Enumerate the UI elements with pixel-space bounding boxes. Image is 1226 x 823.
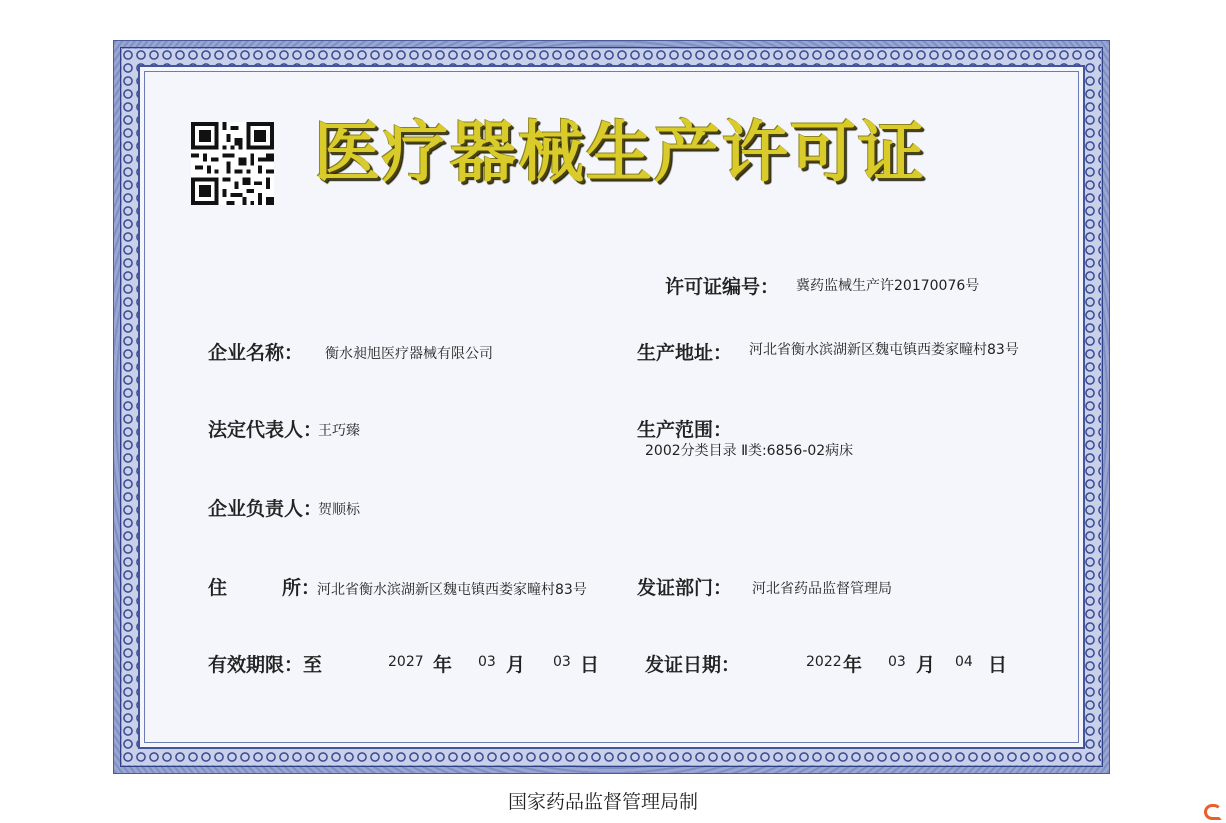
valid-year-char: 年 (433, 655, 453, 676)
company-name-label: 企业名称： (208, 343, 304, 364)
issue-month-char: 月 (916, 655, 936, 676)
valid-day-char: 日 (580, 655, 600, 676)
legal-rep-value: 王巧臻 (318, 423, 360, 439)
production-scope-value: 2002分类目录 Ⅱ类:6856-02病床 (645, 443, 854, 459)
qr-code-icon (191, 122, 274, 205)
residence-label-b: 所： (282, 578, 321, 599)
company-name-value: 衡水昶旭医疗器械有限公司 (325, 346, 493, 362)
issue-year: 2022 (806, 654, 842, 670)
license-no-label: 许可证编号： (665, 277, 780, 298)
responsible-label: 企业负责人： (208, 499, 323, 520)
valid-month: 03 (478, 654, 496, 670)
certificate-title: 医疗器械生产许可证 (314, 113, 926, 191)
corner-logo (1204, 804, 1222, 820)
issue-date-label: 发证日期： (645, 655, 741, 676)
valid-month-char: 月 (506, 655, 526, 676)
footer-issuer: 国家药品监督管理局制 (508, 791, 699, 813)
issue-month: 03 (888, 654, 906, 670)
legal-rep-label: 法定代表人： (208, 420, 323, 441)
issue-day: 04 (955, 654, 973, 670)
license-no-value: 冀药监械生产许20170076号 (796, 278, 980, 294)
issuer-value: 河北省药品监督管理局 (752, 581, 892, 597)
production-address-value: 河北省衡水滨湖新区魏屯镇西娄家疃村83号 (749, 342, 1019, 358)
residence-label-a: 住 (208, 578, 228, 599)
production-scope-label: 生产范围： (637, 420, 733, 441)
valid-year: 2027 (388, 654, 424, 670)
residence-value: 河北省衡水滨湖新区魏屯镇西娄家疃村83号 (317, 582, 587, 598)
issuer-label: 发证部门： (637, 578, 733, 599)
issue-day-char: 日 (988, 655, 1008, 676)
valid-label: 有效期限：至 (208, 655, 323, 676)
valid-day: 03 (553, 654, 571, 670)
responsible-value: 贺顺标 (318, 502, 360, 518)
issue-year-char: 年 (843, 655, 863, 676)
production-address-label: 生产地址： (637, 343, 733, 364)
